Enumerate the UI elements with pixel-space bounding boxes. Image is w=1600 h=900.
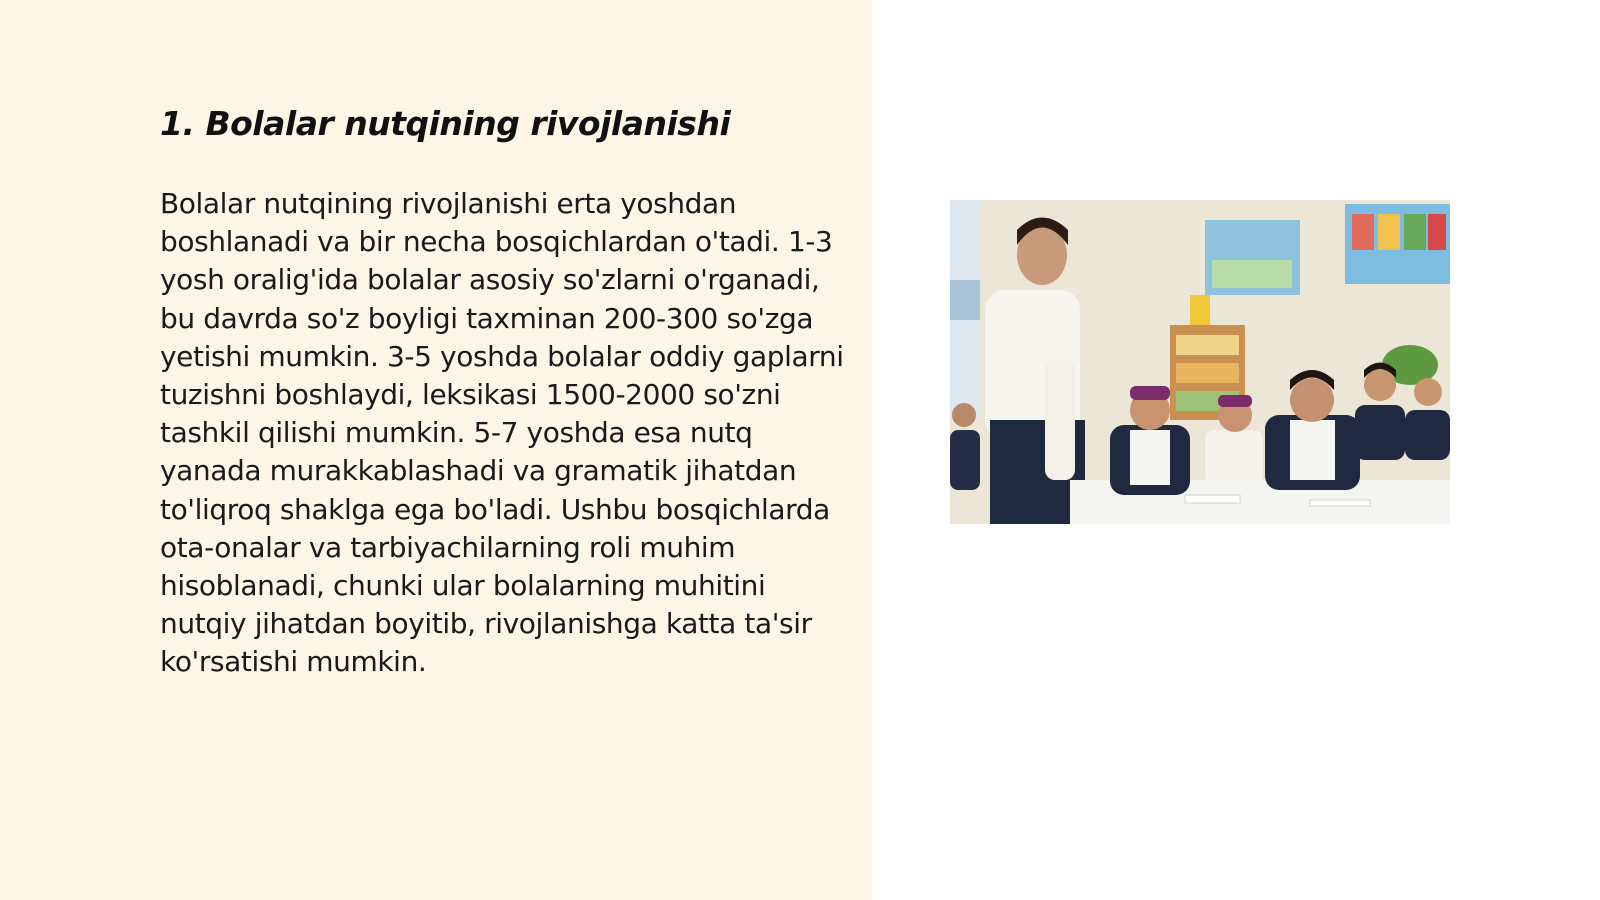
slide-title: 1. Bolalar nutqining rivojlanishi bbox=[160, 104, 731, 143]
body-paragraph: Bolalar nutqining rivojlanishi erta yoshdan boshlanadi va bir necha bosqichlardan o'tadi. 1-3 yosh oralig'ida bolalar asosiy so'zlarni o'rganadi, bu davrda so'z boyligi taxminan 200-300 so'zga yetishi mumkin. 3-5 yoshda bolalar oddiy gaplarni tuzishni boshlaydi, leksikasi 1500-2000 so'zni tashkil qilishi mumkin. 5-7 yoshda esa nutq yanada murakkablashadi va gramatik jihatdan to'liqroq shaklga ega bo'ladi. Ushbu bosqichlarda ota-onalar va tarbiyachilarning roli muhim hisoblanadi, chunki ular bolalarning muhitini nutqiy jihatdan boyitib, rivojlanishga katta ta'sir ko'rsatishi mumkin. bbox=[160, 187, 844, 679]
classroom-photo bbox=[950, 200, 1450, 524]
